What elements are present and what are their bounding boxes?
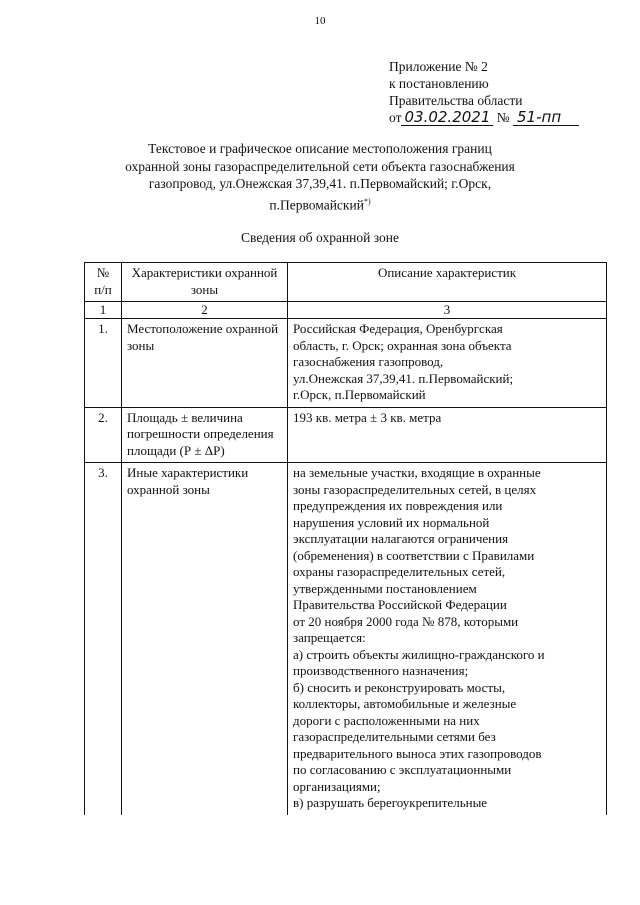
appendix-line-2: к постановлению bbox=[389, 76, 489, 91]
table-row bbox=[85, 463, 607, 815]
desc-line: дороги с расположенными на них bbox=[293, 712, 480, 728]
title-line-4-text: п.Первомайский bbox=[269, 197, 364, 212]
row-num: 2. bbox=[85, 407, 122, 463]
handwritten-number: 51-пп bbox=[513, 110, 579, 126]
desc-line: в) разрушать берегоукрепительные bbox=[293, 795, 488, 810]
row-name: Местоположение охранной зоны bbox=[122, 319, 288, 408]
desc-line: (обременения) в соответствии с Правилами bbox=[293, 547, 535, 563]
appendix-line-3: Правительства области bbox=[389, 93, 523, 108]
col-number-1: 1 bbox=[85, 302, 122, 319]
header-num: № п/п bbox=[85, 263, 122, 302]
desc-line: эксплуатации налагаются ограничения bbox=[293, 531, 509, 546]
appendix-line-1: Приложение № 2 bbox=[389, 59, 488, 74]
title-line-4 bbox=[80, 193, 560, 214]
date-prefix: от bbox=[389, 110, 402, 125]
desc-line: предварительного выноса этих газопроводов bbox=[293, 745, 542, 761]
desc-line: коллекторы, автомобильные и железные bbox=[293, 696, 517, 711]
desc-line: запрещается: bbox=[293, 630, 366, 645]
document-title bbox=[80, 140, 560, 214]
page-number: 10 bbox=[314, 15, 326, 27]
appendix-block bbox=[389, 58, 579, 126]
col-number-3: 3 bbox=[288, 302, 607, 319]
desc-line: 193 кв. метра ± 3 кв. метра bbox=[293, 409, 442, 425]
row-num: 3. bbox=[85, 463, 122, 815]
footnote-mark: *) bbox=[363, 196, 371, 206]
desc-line: производственного назначения; bbox=[293, 663, 469, 678]
desc-line: утвержденными постановлением bbox=[293, 580, 477, 596]
section-subtitle: Сведения об охранной зоне bbox=[241, 230, 399, 245]
desc-line: охраны газораспределительных сетей, bbox=[293, 564, 506, 579]
row-num: 1. bbox=[85, 319, 122, 408]
desc-line: газораспределительными сетями без bbox=[293, 729, 496, 744]
desc-line: по согласованию с эксплуатационными bbox=[293, 762, 512, 777]
desc-line: Правительства Российской Федерации bbox=[293, 597, 507, 612]
table-header-row bbox=[85, 263, 607, 302]
desc-line: г.Орск, п.Первомайский bbox=[293, 387, 426, 402]
title-line-3: газопровод, ул.Онежская 37,39,41. п.Первомайский; г.Орск, bbox=[148, 176, 492, 191]
desc-line: газоснабжения газопровод, bbox=[293, 354, 444, 369]
desc-line: Российская Федерация, Оренбургская bbox=[293, 321, 503, 336]
row-description bbox=[288, 463, 607, 815]
handwritten-date: 03.02.2021 bbox=[401, 110, 493, 126]
appendix-date-line bbox=[389, 109, 579, 126]
table-row bbox=[85, 319, 607, 408]
title-line-2: охранной зоны газораспределительной сети объекта газоснабжения bbox=[125, 158, 515, 174]
desc-line: от 20 ноября 2000 года № 878, которыми bbox=[293, 613, 519, 629]
desc-line: область, г. Орск; охранная зона объекта bbox=[293, 337, 512, 353]
desc-line: нарушения условий их нормальной bbox=[293, 514, 490, 530]
desc-line: на земельные участки, входящие в охранные bbox=[293, 465, 541, 480]
table-row bbox=[85, 407, 607, 463]
row-description bbox=[288, 319, 607, 408]
desc-line: ул.Онежская 37,39,41. п.Первомайский; bbox=[293, 370, 514, 386]
row-name: Площадь ± величина погрешности определения площади (Р ± ΔР) bbox=[122, 407, 288, 463]
row-name: Иные характеристики охранной зоны bbox=[122, 463, 288, 815]
header-characteristics: Характеристики охранной зоны bbox=[122, 263, 288, 302]
desc-line: а) строить объекты жилищно-гражданского и bbox=[293, 646, 545, 662]
row-description bbox=[288, 407, 607, 463]
desc-line: б) сносить и реконструировать мосты, bbox=[293, 679, 506, 695]
zone-info-table bbox=[84, 262, 607, 815]
title-line-1: Текстовое и графическое описание местоположения границ bbox=[148, 141, 492, 156]
column-number-row bbox=[85, 302, 607, 319]
col-number-2: 2 bbox=[122, 302, 288, 319]
number-prefix: № bbox=[496, 110, 510, 125]
header-description: Описание характеристик bbox=[288, 263, 607, 302]
desc-line: зоны газораспределительных сетей, в целях bbox=[293, 481, 537, 497]
desc-line: предупреждения их повреждения или bbox=[293, 498, 503, 513]
desc-line: организациями; bbox=[293, 778, 381, 794]
